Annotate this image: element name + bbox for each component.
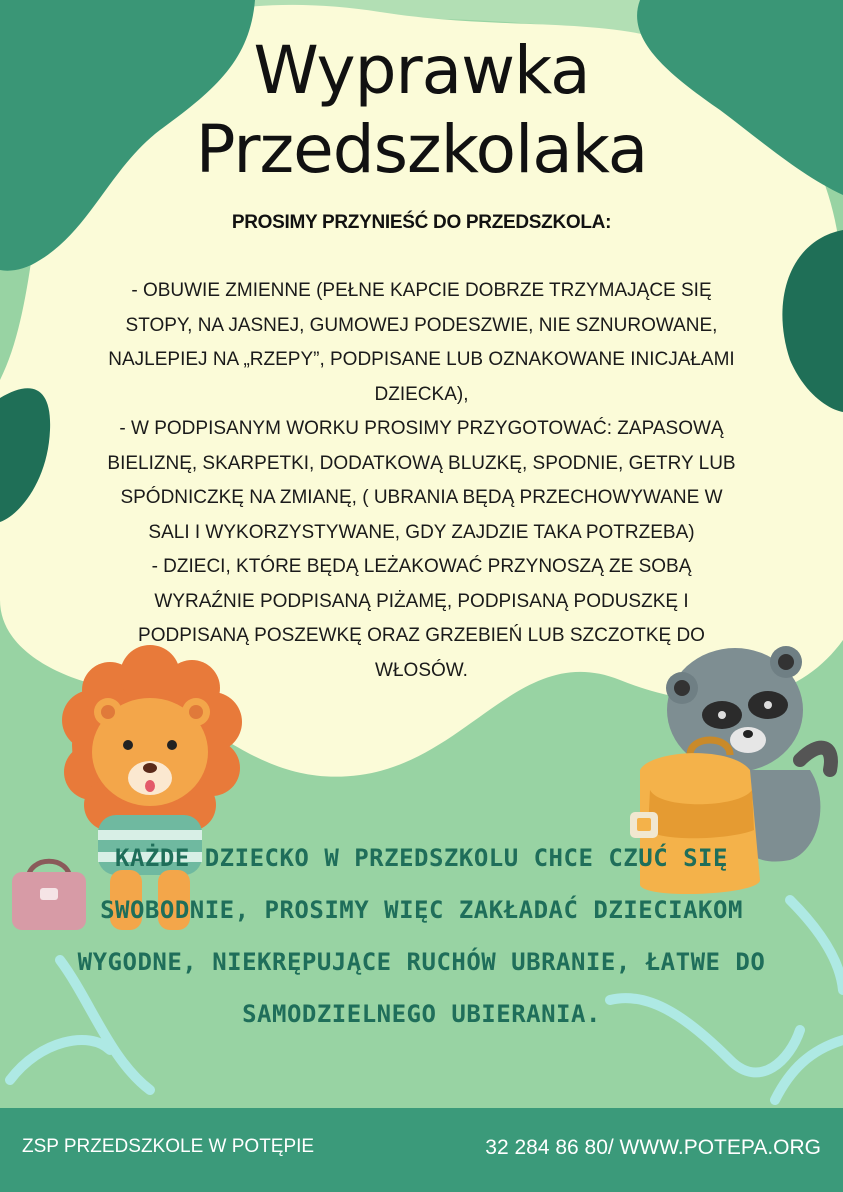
supply-list-line: PODPISANĄ POSZEWKĘ ORAZ GRZEBIEŃ LUB SZCZOTKĘ DO [138, 625, 705, 646]
school-name: ZSP PRZEDSZKOLE W POTĘPIE [22, 1136, 315, 1157]
supply-list-line: STOPY, NA JASNEJ, GUMOWEJ PODESZWIE, NIE SZNUROWANE, [125, 314, 718, 336]
contact-info: 32 284 86 80/ WWW.POTEPA.ORG [485, 1136, 821, 1159]
supply-list-line: - DZIECI, KTÓRE BĘDĄ LEŻAKOWAĆ PRZYNOSZĄ ZE SOBĄ [151, 556, 692, 577]
clothing-note [40, 832, 803, 1040]
clothing-note-line: SAMODZIELNEGO UBIERANIA. [242, 1000, 601, 1028]
supply-list [60, 274, 783, 688]
clothing-note-line: SWOBODNIE, PROSIMY WIĘC ZAKŁADAĆ DZIECIAKOM [100, 896, 743, 924]
clothing-note-line: KAŻDE DZIECKO W PRZEDSZKOLU CHCE CZUĆ SIĘ [115, 844, 728, 872]
supply-list-line: WŁOSÓW. [375, 659, 468, 681]
footer-bar [0, 1108, 843, 1192]
subtitle: PROSIMY PRZYNIEŚĆ DO PRZEDSZKOLA: [231, 212, 612, 233]
supply-list-line: NAJLEPIEJ NA „RZEPY”, PODPISANE LUB OZNAKOWANE INICJAŁAMI [108, 349, 735, 370]
title-line-2: Przedszkolaka [195, 111, 648, 188]
clothing-note-line: WYGODNE, NIEKRĘPUJĄCE RUCHÓW UBRANIE, ŁATWE DO [77, 948, 766, 976]
supply-list-line: - W PODPISANYM WORKU PROSIMY PRZYGOTOWAĆ: ZAPASOWĄ [119, 418, 724, 439]
supply-list-line: SALI I WYKORZYSTYWANE, GDY ZAJDZIE TAKA POTRZEBA) [148, 521, 695, 543]
supply-list-line: SPÓDNICZKĘ NA ZMIANĘ, ( UBRANIA BĘDĄ PRZECHOWYWANE W [120, 487, 723, 508]
supply-list-line: DZIECKA), [374, 383, 469, 405]
supply-list-line: WYRAŹNIE PODPISANĄ PIŻAMĘ, PODPISANĄ PODUSZKĘ I [154, 590, 689, 612]
supply-list-line: - OBUWIE ZMIENNE (PEŁNE KAPCIE DOBRZE TRZYMAJĄCE SIĘ [131, 280, 712, 301]
supply-list-line: BIELIZNĘ, SKARPETKI, DODATKOWĄ BLUZKĘ, SPODNIE, GETRY LUB [107, 452, 736, 474]
title-line-1: Wyprawka [253, 32, 590, 109]
